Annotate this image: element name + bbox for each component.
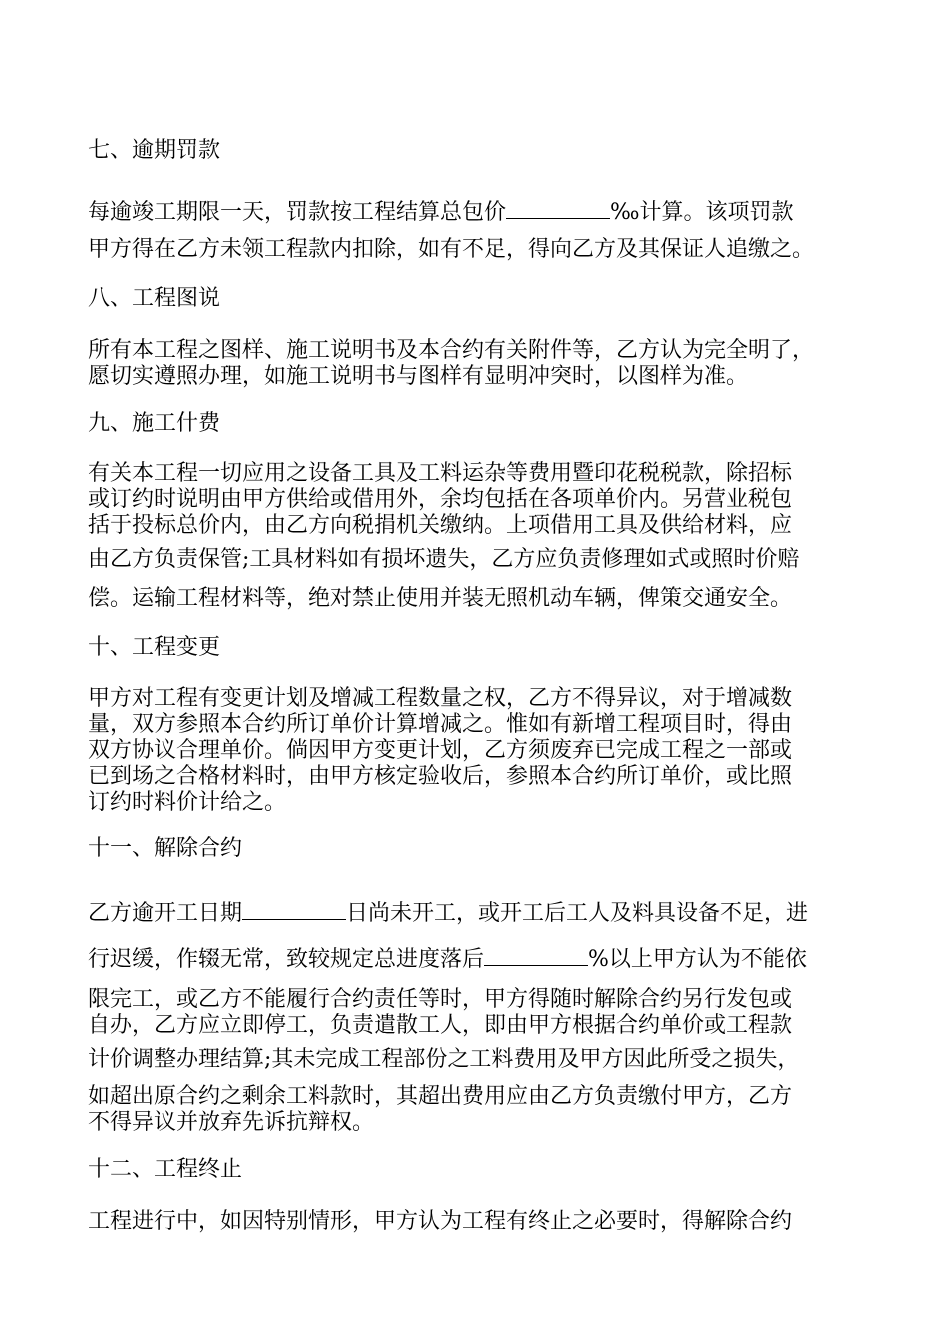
section-12-heading: 十二、工程终止 [88,1157,243,1182]
section-10-line-2: 量，双方参照本合约所订单价计算增减之。惟如有新增工程项目时，得由 [88,712,793,737]
section-11-line-4: 自办，乙方应立即停工，负责遣散工人，即由甲方根据合约单价或工程款 [88,1013,793,1038]
section-7-line-2: 甲方得在乙方未领工程款内扣除，如有不足，得向乙方及其保证人追缴之。 [88,237,815,262]
section-9-line-1: 有关本工程一切应用之设备工具及工料运杂等费用暨印花税税款，除招标 [88,461,793,486]
section-11-line-3: 限完工，或乙方不能履行合约责任等时，甲方得随时解除合约另行发包或 [88,987,793,1012]
section-11-line-1 [88,899,878,925]
section-11-line-6: 如超出原合约之剩余工料款时，其超出费用应由乙方负责缴付甲方，乙方 [88,1084,793,1109]
section-7-line-1 [88,198,878,224]
section-10-line-5: 订约时料价计给之。 [88,790,287,815]
section-9-line-4: 由乙方负责保管;工具材料如有损坏遗失，乙方应负责修理如式或照时价赔 [88,547,800,572]
section-11-line-2-text-a: 行迟缓，作辍无常，致较规定总进度落后 [88,947,485,972]
blank-fill-line [506,198,610,219]
section-9-heading: 九、施工什费 [88,411,221,436]
section-10-line-3: 双方协议合理单价。倘因甲方变更计划，乙方须废弃已完成工程之一部或 [88,738,793,763]
section-9-line-2: 或订约时说明由甲方供给或借用外，余均包括在各项单价内。另营业税包 [88,487,793,512]
section-7-heading: 七、逾期罚款 [88,138,221,163]
section-10-heading: 十、工程变更 [88,635,221,660]
section-8-line-1: 所有本工程之图样、施工说明书及本合约有关附件等，乙方认为完全明了， [88,338,815,363]
section-9-line-5: 偿。运输工程材料等，绝对禁止使用并装无照机动车辆，俾策交通安全。 [88,586,793,611]
section-11-line-2 [88,945,878,971]
section-11-heading: 十一、解除合约 [88,836,243,861]
section-10-line-4: 已到场之合格材料时，由甲方核定验收后，参照本合约所订单价，或比照 [88,764,793,789]
section-7-line-1-text-a: 每逾竣工期限一天，罚款按工程结算总包价 [88,200,507,225]
section-11-line-2-text-b: %以上甲方认为不能依 [588,947,807,972]
section-8-line-2: 愿切实遵照办理，如施工说明书与图样有显明冲突时，以图样为准。 [88,364,749,389]
section-12-line-1: 工程进行中，如因特别情形，甲方认为工程有终止之必要时，得解除合约 [88,1209,793,1234]
section-9-line-3: 括于投标总价内，由乙方向税捐机关缴纳。上项借用工具及供给材料，应 [88,513,793,538]
section-11-line-1-text-b: 日尚未开工，或开工后工人及料具设备不足，进 [346,901,809,926]
section-10-line-1: 甲方对工程有变更计划及增减工程数量之权，乙方不得异议，对于增减数 [88,686,793,711]
section-11-line-7: 不得异议并放弃先诉抗辩权。 [88,1110,375,1135]
section-11-line-5: 计价调整办理结算;其未完成工程部份之工料费用及甲方因此所受之损失， [88,1047,800,1072]
section-8-heading: 八、工程图说 [88,286,221,311]
section-11-line-1-text-a: 乙方逾开工日期 [88,901,243,926]
blank-fill-line [242,899,346,920]
section-7-line-1-text-b: ‰计算。该项罚款 [610,200,794,225]
blank-fill-line [484,945,588,966]
